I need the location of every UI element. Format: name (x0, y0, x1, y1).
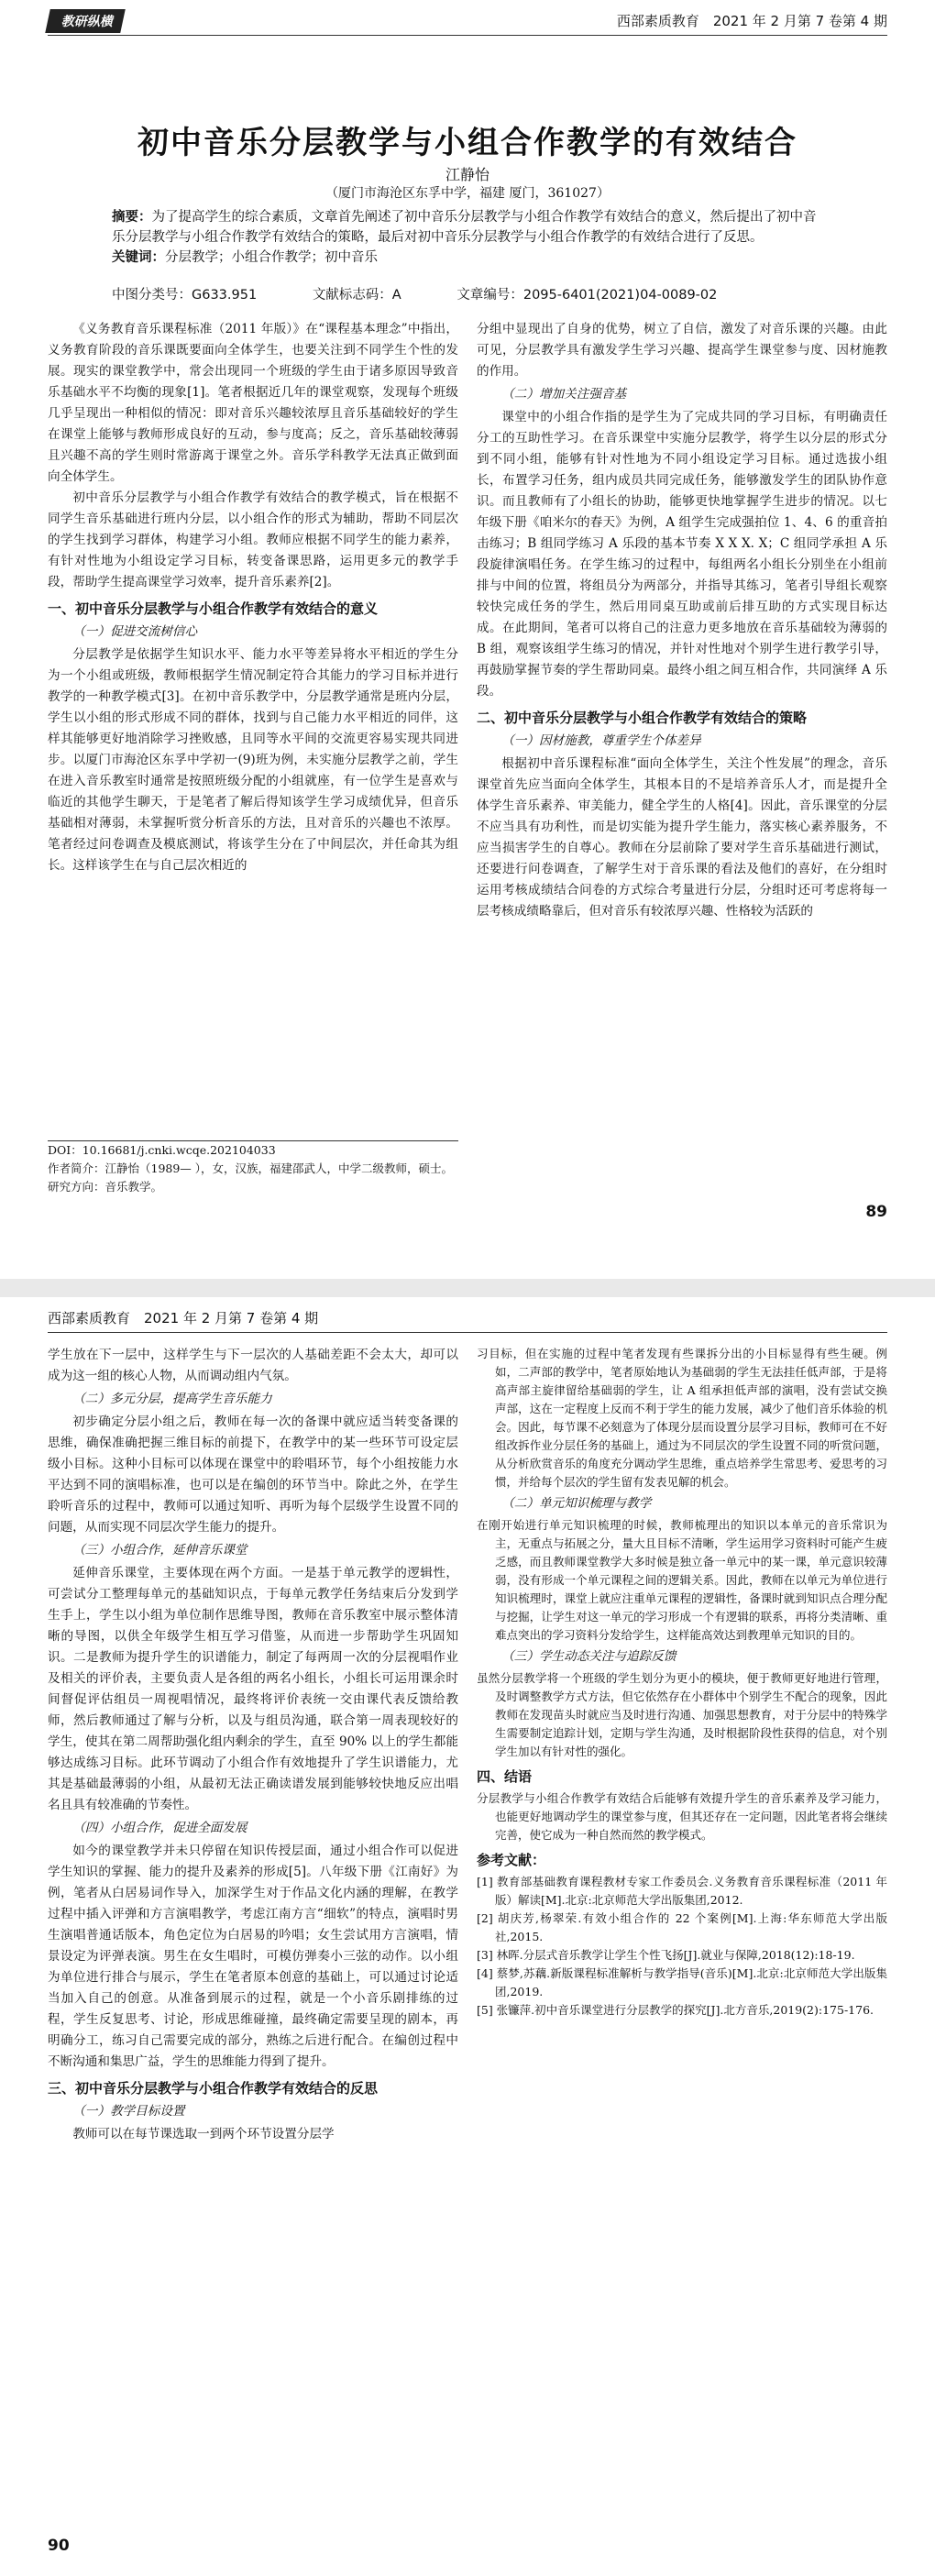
paragraph: 习目标，但在实施的过程中笔者发现有些课拆分出的小目标显得有些生硬。例如，二声部的教学中，笔者原始地认为基础弱的学生无法挂任低声部，于是将高声部主旋律留给基础弱的学生，让 A 组承担低声部的演唱，没有尝试交换声部，这在一定程度上反而不利于学生的能力发展，减少了他们音乐体验的机会。因此，每节课不必刻意为了体现分层而设置分层学习目标，教师可在不好组改拆作业分层任务的基础上，通过为不同层次的学生设置不同的听赏问题，从分析欣赏音乐的角度充分调动学生思维，重点培养学生常思考、爱思考的习惯，并给每个层次的学生留有发表见解的机会。 (477, 1347, 887, 1489)
keywords-label: 关键词： (112, 250, 165, 265)
paragraph: 教师可以在每节课选取一到两个环节设置分层学 (72, 2127, 335, 2141)
paragraph: 根据初中音乐课程标准“面向全体学生，关注个性发展”的理念，音乐课堂首先应当面向全体学生，其根本目的不是培养音乐人才，而是提升全体学生音乐素养、审美能力，健全学生的人格[4]。因此，音乐课堂的分层不应当具有功利性，而是切实能为提升学生能力，落实核心素养服务，不应当损害学生的自尊心。教师在分层前除了要对学生音乐基础进行测试，还要进行问卷调查，了解学生对于音乐课的看法及他们的喜好，在分组时运用考核成绩结合问卷的方式综合考量进行分层，分组时还可考虑将每一层考核成绩略靠后，但对音乐有较浓厚兴趣、性格较为活跃的 (477, 756, 887, 919)
reference-item: [2] 胡庆芳,杨翠荣.有效小组合作的 22 个案例[M].上海:华东师范大学出版社,2015. (477, 1911, 887, 1943)
abstract-text: 为了提高学生的综合素质，文章首先阐述了初中音乐分层教学与小组合作教学有效结合的意义，然后提出了初中音乐分层教学与小组合作教学有效结合的策略，最后对初中音乐分层教学与小组合作教学的有效结合进行了反思。 (112, 210, 817, 245)
keywords-text: 分层教学；小组合作教学；初中音乐 (165, 250, 378, 265)
subsection-heading: （四）小组合作，促进全面发展 (72, 1821, 248, 1835)
paragraph: 学生放在下一层中，这样学生与下一层次的人基础差距不会太大，却可以成为这一组的核心人物，从而调动组内气氛。 (48, 1348, 458, 1383)
subsection-heading: （一）促进交流树信心 (72, 624, 198, 639)
author-name: 江静怡 (445, 166, 490, 183)
affiliation: （厦门市海沧区东孚中学，福建 厦门，361027） (325, 186, 610, 201)
article-title: 初中音乐分层教学与小组合作教学的有效结合 (138, 125, 798, 161)
subsection-heading: （三）小组合作，延伸音乐课堂 (72, 1543, 248, 1558)
author-note: 作者简介：江静怡（1989— ），女，汉族，福建邵武人，中学二级教师，硕士。研究方向：音乐教学。 (48, 1161, 454, 1194)
abstract-label: 摘要： (112, 210, 152, 225)
paragraph: 延伸音乐课堂，主要体现在两个方面。一是基于单元教学的逻辑性，可尝试分工整理每单元的基础知识点，于每单元教学任务结束后分发到学生手上，学生以小组为单位制作思维导图，教师在音乐教室中展示整体清晰的导图，以供全年级学生相互学习借鉴，从而进一步帮助学生巩固知识。二是教师为提升学生的识谱能力，制定了每两周一次的分层视唱作业及相关的评价表，主要负责人是各组的两名小组长，小组长可运用课余时间督促评估组员一周视唱情况，最终将评价表统一交由课代表反馈给教师，然后教师通过了解与分析，以及与组员沟通，联合第一周表现较好的学生，使其在第二周帮助强化组内剩余的学生，直至 90% 以上的学生都能够达成练习目标。此环节调动了小组合作有效地提升了学生识谱能力，尤其是基础最薄弱的小组，从最初无法正确读谱发展到能够较快地反应出唱名且具有较准确的节奏性。 (48, 1566, 458, 1812)
reference-item: [5] 张镰萍.初中音乐课堂进行分层教学的探究[J].北方音乐,2019(2):175-176. (477, 2003, 874, 2017)
reference-item: [1] 教育部基础教育课程教材专家工作委员会.义务教育音乐课程标准（2011 年版）解读[M].北京:北京师范大学出版集团,2012. (477, 1875, 887, 1907)
paragraph: 如今的课堂教学并未只停留在知识传授层面，通过小组合作可以促进学生知识的掌握、能力的提升及素养的形成[5]。八年级下册《江南好》为例，笔者从白居易词作导入，加深学生对于作品文化内涵的理解，在教学过程中插入评弹和方言演唱教学，考虑江南方言“细软”的特点，演唱时男生演唱普通话版本，角色定位为白居易的吟唱；女生尝试用方言演唱，情景设定为评弹表演。男生在女生唱时，可模仿弹奏小三弦的动作。以小组为单位进行排合与展示，学生在笔者原本创意的基础上，可以通过讨论适当加入自己的创意。从准备到展示的过程，就是一个小音乐剧排练的过程，学生反复思考、讨论，形成思维碰撞，最终确定需要呈现的剧本，再明确分工，练习自己需要完成的部分，熟练之后进行配合。在编创过程中不断沟通和集思广益，学生的思维能力得到了提升。 (48, 1844, 458, 2069)
subsection-heading: （一）因材施教，尊重学生个体差异 (501, 733, 701, 748)
paragraph: 分层教学是依据学生知识水平、能力水平等差异将水平相近的学生分为一个小组或班级，教师根据学生情况制定符合其能力的学习目标并进行教学的一种教学模式[3]。在初中音乐教学中，分层教学通常是班内分层，学生以小组的形式形成不同的群体，找到与自己能力水平相近的同伴，这样其能够更好地消除学习挫败感，且同等水平间的交流更容易实现共同进步。以厦门市海沧区东孚中学初一(9)班为例，未实施分层教学之前，学生在进入音乐教室时通常是按照班级分配的小组就座，有一位学生是喜欢与临近的其他学生聊天，于是笔者了解后得知该学生学习成绩优异，但音乐基础相对薄弱，未掌握听赏分析音乐的方法，且对音乐的兴趣也不浓厚。笔者经过问卷调查及模底测试，将该学生分在了中间层次，并任命其为组长。这样该学生在与自己层次相近的 (48, 647, 458, 873)
article-meta (112, 284, 823, 303)
section-heading: 四、结语 (477, 1768, 533, 1785)
left-column (48, 319, 458, 876)
left-column (48, 1345, 458, 2145)
abstract (112, 207, 823, 268)
paragraph: 初中音乐分层教学与小组合作教学有效结合的教学模式，旨在根据不同学生音乐基础进行班内分层，以小组合作的形式为辅助，帮助不同层次的学生找到学习群体，构建学习小组。教师应根据不同学生的能力素养，有针对性地为小组设定学习目标，转变备课思路，运用更多元的教学手段，帮助学生提高课堂学习效率，提升音乐素养[2]。 (48, 490, 458, 589)
document-code: 文献标志码：A (312, 288, 402, 303)
reference-item: [3] 林晖.分层式音乐教学让学生个性飞扬[J].就业与保障,2018(12):18-19. (477, 1948, 855, 1962)
reference-item: [4] 蔡梦,苏藕.新版课程标准解析与教学指导(音乐)[M].北京:北京师范大学出版集团,2019. (477, 1966, 887, 1998)
section-badge: 教研纵横 (45, 9, 126, 33)
clc-number: 中图分类号：G633.951 (112, 288, 258, 303)
right-column (477, 1345, 887, 2020)
paragraph: 初步确定分层小组之后，教师在每一次的备课中就应适当转变备课的思维，确保准确把握三维目标的前提下，在教学中的某一些环节可设定层级小目标。这种小目标可以体现在课堂中的聆唱环节，每个小组按能力水平达到不同的演唱标准，也可以是在编创的环节当中。除此之外，在学生聆听音乐的过程中，教师可以通过知听、再听为每个层级学生设置不同的问题，从而实现不同层次学生能力的提升。 (48, 1415, 458, 1535)
paragraph: 分层教学与小组合作教学有效结合后能够有效提升学生的音乐素养及学习能力，也能更好地调动学生的课堂参与度，但其还存在一定问题，因此笔者将会继续完善，使它成为一种自然而然的教学模式。 (477, 1791, 887, 1842)
paragraph: 分组中显现出了自身的优势，树立了自信，激发了对音乐课的兴趣。由此可见，分层教学具有激发学生学习兴趣、提高学生课堂参与度、因材施教的作用。 (477, 322, 887, 379)
paragraph: 虽然分层教学将一个班级的学生划分为更小的模块，便于教师更好地进行管理，及时调整教学方式方法，但它依然存在小群体中个别学生不配合的现象，因此教师在发现苗头时就应当及时进行沟通、加强思想教育，对于分层中的特殊学生需要制定追踪计划，定期与学生沟通，及时根据阶段性获得的信息，对个别学生加以有针对性的强化。 (477, 1671, 887, 1758)
journal-info: 西部素质教育 2021 年 2 月第 7 卷第 4 期 (616, 13, 887, 29)
subsection-heading: （二）单元知识梳理与教学 (501, 1496, 652, 1511)
page-number: 90 (48, 2537, 70, 2555)
page-90 (0, 1297, 935, 2576)
right-column (477, 319, 887, 922)
subsection-heading: （二）增加关注强音基 (501, 387, 627, 402)
footnote (48, 1140, 458, 1196)
section-heading: 一、初中音乐分层教学与小组合作教学有效结合的意义 (48, 600, 379, 617)
paragraph: 《义务教育音乐课程标准（2011 年版）》在“课程基本理念”中指出，义务教育阶段的音乐课既要面向全体学生，也要关注到不同学生个性的发展。现实的课堂教学中，常会出现同一个班级的学生由于诸多原因导致音乐基础水平不均衡的现象[1]。笔者根据近几年的课堂观察，发现每个班级几乎呈现出一种相似的情况：即对音乐兴趣较浓厚且音乐基础较好的学生在课堂上能够与教师形成良好的互动，参与度高；反之，音乐基础较薄弱且兴趣不高的学生则时常游离于课堂之外。音乐学科教学无法真正做到面向全体学生。 (48, 322, 458, 484)
subsection-heading: （二）多元分层，提高学生音乐能力 (72, 1392, 272, 1406)
doi: DOI：10.16681/j.cnki.wcqe.202104033 (48, 1143, 276, 1157)
page-number: 89 (865, 1203, 887, 1221)
article-number: 文章编号：2095-6401(2021)04-0089-02 (456, 288, 718, 303)
running-header (48, 1303, 887, 1333)
section-heading: 二、初中音乐分层教学与小组合作教学有效结合的策略 (477, 710, 808, 726)
running-header (48, 6, 887, 36)
section-heading: 参考文献： (477, 1852, 546, 1868)
paragraph: 课堂中的小组合作指的是学生为了完成共同的学习目标，有明确责任分工的互助性学习。在音乐课堂中实施分层教学，将学生以分层的形式分到不同小组，能够有针对性地为不同小组设定学习目标。通过选拔小组长，布置学习任务，组内成员共同完成任务，能够激发学生的团队协作意识。而且教师有了小组长的协助，能够更快地掌握学生进步的情况。以七年级下册《咱米尔的春天》为例，A 组学生完成强拍位 1、4、6 的重音拍击练习；B 组同学练习 A 乐段的基本节奏 X X X. X；C 组同学承担 A 乐段旋律演唱任务。在学生练习的过程中，每组两名小组长分别坐在小组前排与中间的位置，将组员分为两部分，并指导其练习，笔者引导组长观察较快完成任务的学生，然后用同桌互助或前后排互助的方式实现目标达成。在此期间，笔者可以将自己的注意力更多地放在音乐基础较为薄弱的 B 组，观察该组学生练习的情况，并针对性地对个别学生进行教学引导，再鼓励掌握节奏的学生帮助同桌。最终小组之间互相合作，共同演绎 A 乐段。 (477, 410, 887, 699)
subsection-heading: （三）学生动态关注与追踪反馈 (501, 1649, 676, 1664)
paragraph: 在刚开始进行单元知识梳理的时候，教师梳理出的知识以本单元的音乐常识为主，无重点与拓展之分，量大且目标不清晰，学生运用学习资料时可能产生疲乏感，而且教师课堂教学大多时候是独立备一单元中的某一课，单元意识较薄弱，没有形成一个单元课程之间的逻辑关系。因此，教师在以单元为单位进行知识梳理时，课堂上就应注重单元课程的逻辑性，备课时就到知识点合理分配与挖掘，让学生对这一单元的学习形成一个有逻辑的联系，再将分类清晰、重难点突出的学习资料分发给学生，这样能高效达到教理单元知识的目的。 (477, 1518, 887, 1642)
section-heading: 三、初中音乐分层教学与小组合作教学有效结合的反思 (48, 2080, 379, 2097)
page-89 (0, 0, 935, 1279)
subsection-heading: （一）教学目标设置 (72, 2104, 185, 2119)
journal-info: 西部素质教育 2021 年 2 月第 7 卷第 4 期 (48, 1310, 319, 1327)
